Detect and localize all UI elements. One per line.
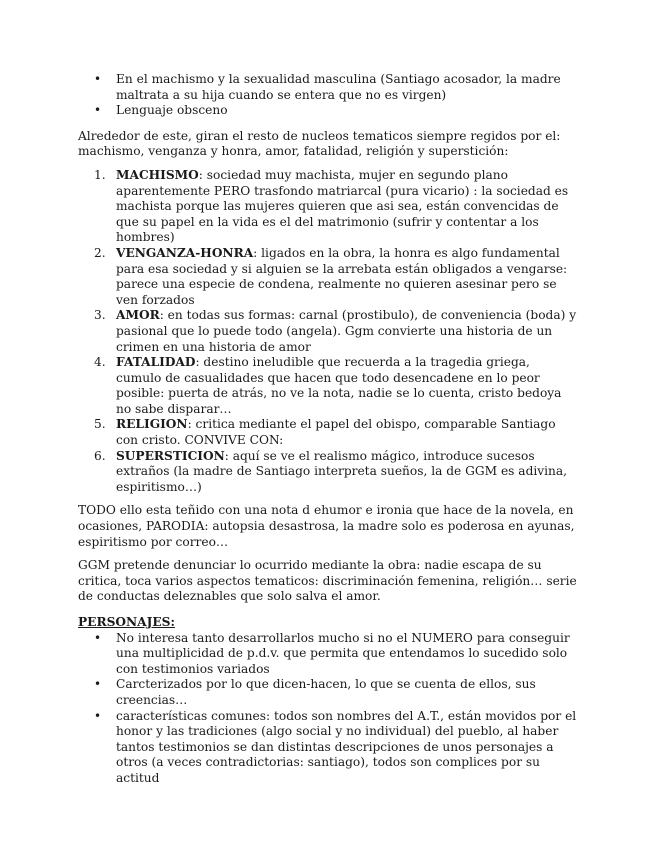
list-item: • No interesa tanto desarrollarlos mucho si no el NUMERO para conseguir una multiplicidad de p.d.v. que permita que entendamos lo sucedido solo con testimonios variados — [116, 631, 577, 678]
personajes-heading: PERSONAJES: — [78, 615, 175, 629]
theme-text: : critica mediante el papel del obispo, comparable Santiago con cristo. CONVIVE CON: — [116, 417, 556, 448]
theme-term: AMOR — [116, 308, 160, 323]
themes-intro-paragraph: Alrededor de este, giran el resto de nucleos tematicos siempre regidos por el: machismo, venganza y honra, amor, fatalidad, religión y superstición: — [78, 128, 561, 159]
theme-item-supersticion — [116, 449, 577, 496]
theme-text: : ligados en la obra, la honra es algo fundamental para esa sociedad y si alguien se la arrebata están obligados a vengarse: parece una especie de condena, realmente no quieren asesinar pero se ven forzados — [116, 245, 568, 307]
theme-text: : en todas sus formas: carnal (prostibulo), de conveniencia (boda) y pasional que lo puede todo (angela). Ggm convierte una historia de un crimen en una historia de amor — [116, 308, 577, 354]
theme-item-machismo — [116, 168, 577, 246]
theme-term: RELIGION — [116, 417, 188, 432]
theme-term: MACHISMO — [116, 167, 199, 182]
theme-text: : destino ineludible que recuerda a la tragedia griega, cumulo de casualidades que hacen que todo desencadene en lo peor posible: puerta de atrás, no ve la nota, nadie se lo cuenta, cristo bedoya no sabe disparar… — [116, 355, 562, 416]
theme-term: SUPERSTICION — [116, 448, 225, 463]
theme-item-religion — [116, 417, 577, 448]
themes-numbered-list — [78, 168, 577, 495]
theme-term: FATALIDAD — [116, 355, 196, 370]
theme-item-venganza-honra — [116, 246, 577, 308]
humor-paragraph: TODO ello esta teñido con una nota d ehumor e ironia que hace de la novela, en ocasiones, PARODIA: autopsia desastrosa, la madre solo es poderosa en ayunas, espiritismo por correo… — [78, 503, 575, 549]
list-item: • características comunes: todos son nombres del A.T., están movidos por el honor y las tradiciones (algo social y no individual) del pueblo, al haber tantos testimonios se dan distintas descripciones de unos personajes a otros (a veces contradictorias: santiago), todos son complices por su actitud — [116, 709, 577, 787]
list-item: • En el machismo y la sexualidad masculina (Santiago acosador, la madre maltrata a su hija cuando se entera que no es virgen) — [116, 72, 577, 103]
theme-text: : sociedad muy machista, mujer en segundo plano aparentemente PERO trasfondo matriarcal (pura vicario) : la sociedad es machista porque las mujeres quieren que asi sea, están convencidas de que su papel en la vida es el del matrimonio (sufrir y contentar a los hombres) — [116, 167, 569, 245]
theme-text: : aquí se ve el realismo mágico, introduce sucesos extraños (la madre de Santiago interpreta sueños, la de GGM es adivina, espiritismo…) — [116, 448, 568, 494]
personajes-bullet-list — [78, 631, 577, 787]
denuncia-paragraph: GGM pretende denunciar lo ocurrido mediante la obra: nadie escapa de su critica, toca varios aspectos tematicos: discriminación femenina, religión… serie de conductas deleznables que solo salva el amor. — [78, 558, 577, 604]
theme-item-amor — [116, 308, 577, 355]
intro-bullet-list — [78, 72, 577, 119]
list-item: • Carcterizados por lo que dicen-hacen, lo que se cuenta de ellos, sus creencias… — [116, 677, 577, 708]
list-item: • Lenguaje obsceno — [116, 103, 577, 119]
theme-item-fatalidad — [116, 355, 577, 417]
theme-term: VENGANZA-HONRA — [116, 245, 254, 260]
